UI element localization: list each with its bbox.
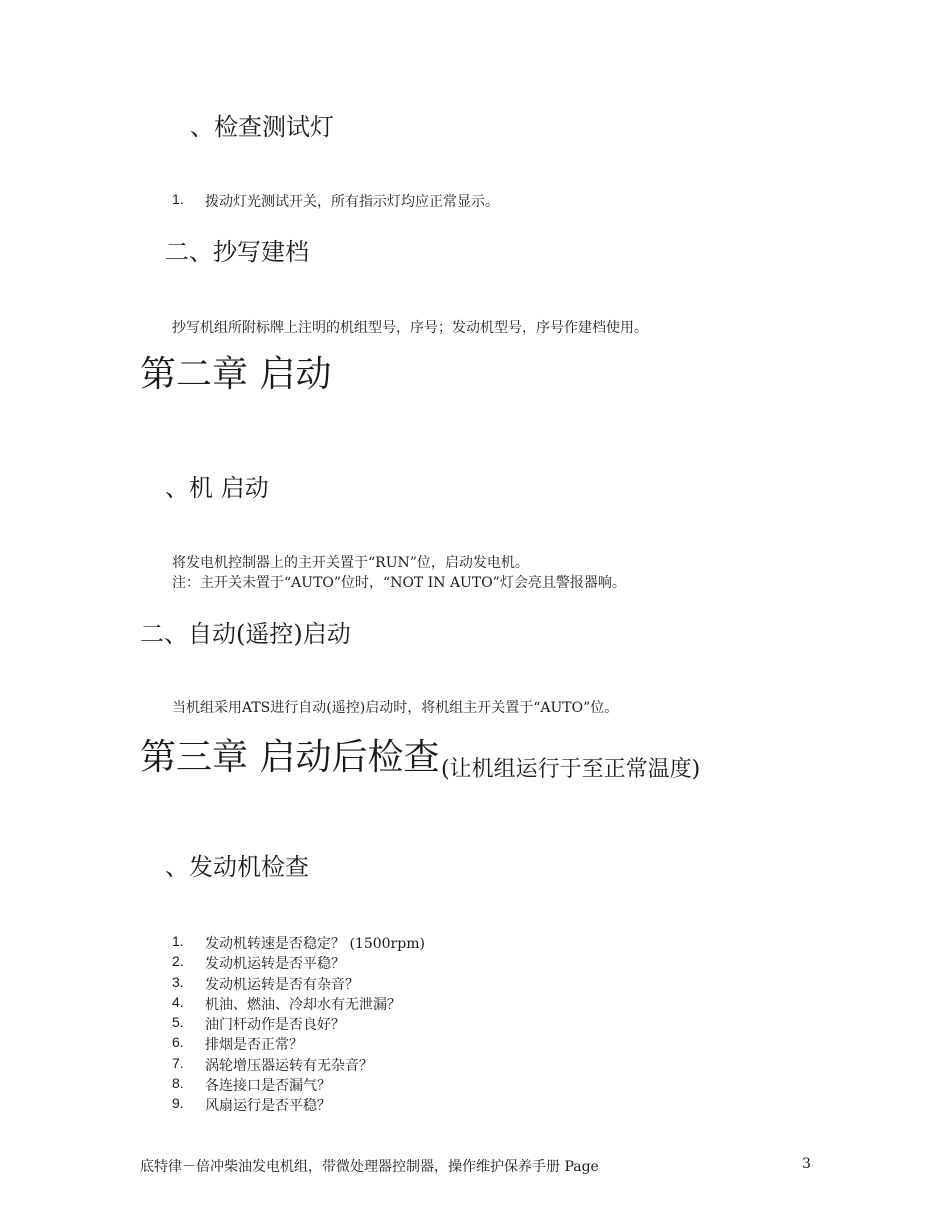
heading-prefix: 二、自动 bbox=[140, 620, 236, 648]
list-item bbox=[172, 1075, 425, 1095]
chapter-title: 第二章 启动 bbox=[140, 354, 332, 395]
list-item-number: 4. bbox=[172, 993, 184, 1010]
list-item-number: 2. bbox=[172, 953, 184, 970]
list-item-number: 7. bbox=[172, 1054, 184, 1071]
list-item bbox=[172, 1095, 425, 1115]
record-paragraph: 抄写机组所附标牌上注明的机组型号，序号；发动机型号，序号作建档使用。 bbox=[172, 320, 648, 336]
list-item-text: 各连接口是否漏气？ bbox=[205, 1078, 331, 1095]
list-item-text: 涡轮增压器运转有无杂音？ bbox=[205, 1057, 373, 1074]
chapter-subtitle: (让机组运行于至正常温度) bbox=[441, 757, 701, 782]
list-item-text: 排烟是否正常？ bbox=[205, 1037, 303, 1054]
list-item-number: 1. bbox=[172, 191, 184, 207]
section-heading-manual-start: 、机 启动 bbox=[165, 474, 269, 502]
list-item-text: 油门杆动作是否良好？ bbox=[205, 1017, 345, 1034]
list-item-text: 风扇运行是否平稳？ bbox=[205, 1098, 331, 1115]
list-item-number: 9. bbox=[172, 1095, 184, 1112]
list-item-text: 发动机运转是否平稳？ bbox=[205, 956, 345, 973]
engine-check-list bbox=[172, 933, 425, 1116]
list-item-text: 机油、燃油、冷却水有无泄漏？ bbox=[205, 996, 401, 1013]
auto-start-paragraph: 当机组采用ATS进行自动(遥控)启动时，将机组主开关置于“AUTO”位。 bbox=[172, 700, 619, 716]
section-heading-record: 二、抄写建档 bbox=[165, 238, 309, 266]
section-heading-auto-start bbox=[140, 614, 351, 649]
list-item bbox=[172, 974, 425, 994]
list-item-text: 拨动灯光测试开关，所有指示灯均应正常显示。 bbox=[205, 194, 499, 210]
list-item-number: 1. bbox=[172, 933, 184, 949]
heading-paren: (遥控) bbox=[236, 620, 303, 648]
heading-suffix: 启动 bbox=[302, 620, 351, 648]
manual-start-paragraph: 将发电机控制器上的主开关置于“RUN”位，启动发电机。 bbox=[172, 555, 529, 571]
list-item bbox=[172, 1055, 425, 1075]
section-heading-engine-check: 、发动机检查 bbox=[165, 853, 309, 881]
page-number: 3 bbox=[802, 1156, 811, 1172]
list-item-number: 5. bbox=[172, 1014, 184, 1031]
list-item-number: 8. bbox=[172, 1075, 184, 1092]
section-heading-check-lights: 、检查测试灯 bbox=[190, 113, 334, 141]
list-item-number: 6. bbox=[172, 1034, 184, 1051]
footer-title: 底特律－倍冲柴油发电机组，带微处理器控制器，操作维护保养手册 Page bbox=[140, 1159, 599, 1175]
list-item bbox=[172, 933, 425, 953]
chapter-title: 第三章 启动后检查 bbox=[140, 737, 440, 778]
manual-start-note: 注：主开关未置于“AUTO”位时，“NOT IN AUTO”灯会亮且警报器响。 bbox=[172, 575, 626, 591]
list-item bbox=[172, 994, 425, 1014]
list-item bbox=[172, 953, 425, 973]
list-item-number: 3. bbox=[172, 973, 184, 990]
list-item bbox=[172, 1014, 425, 1034]
list-item-text: 发动机运转是否有杂音？ bbox=[205, 976, 359, 993]
list-item-text: 发动机转速是否稳定？ (1500rpm) bbox=[205, 936, 425, 952]
list-item bbox=[172, 1034, 425, 1054]
